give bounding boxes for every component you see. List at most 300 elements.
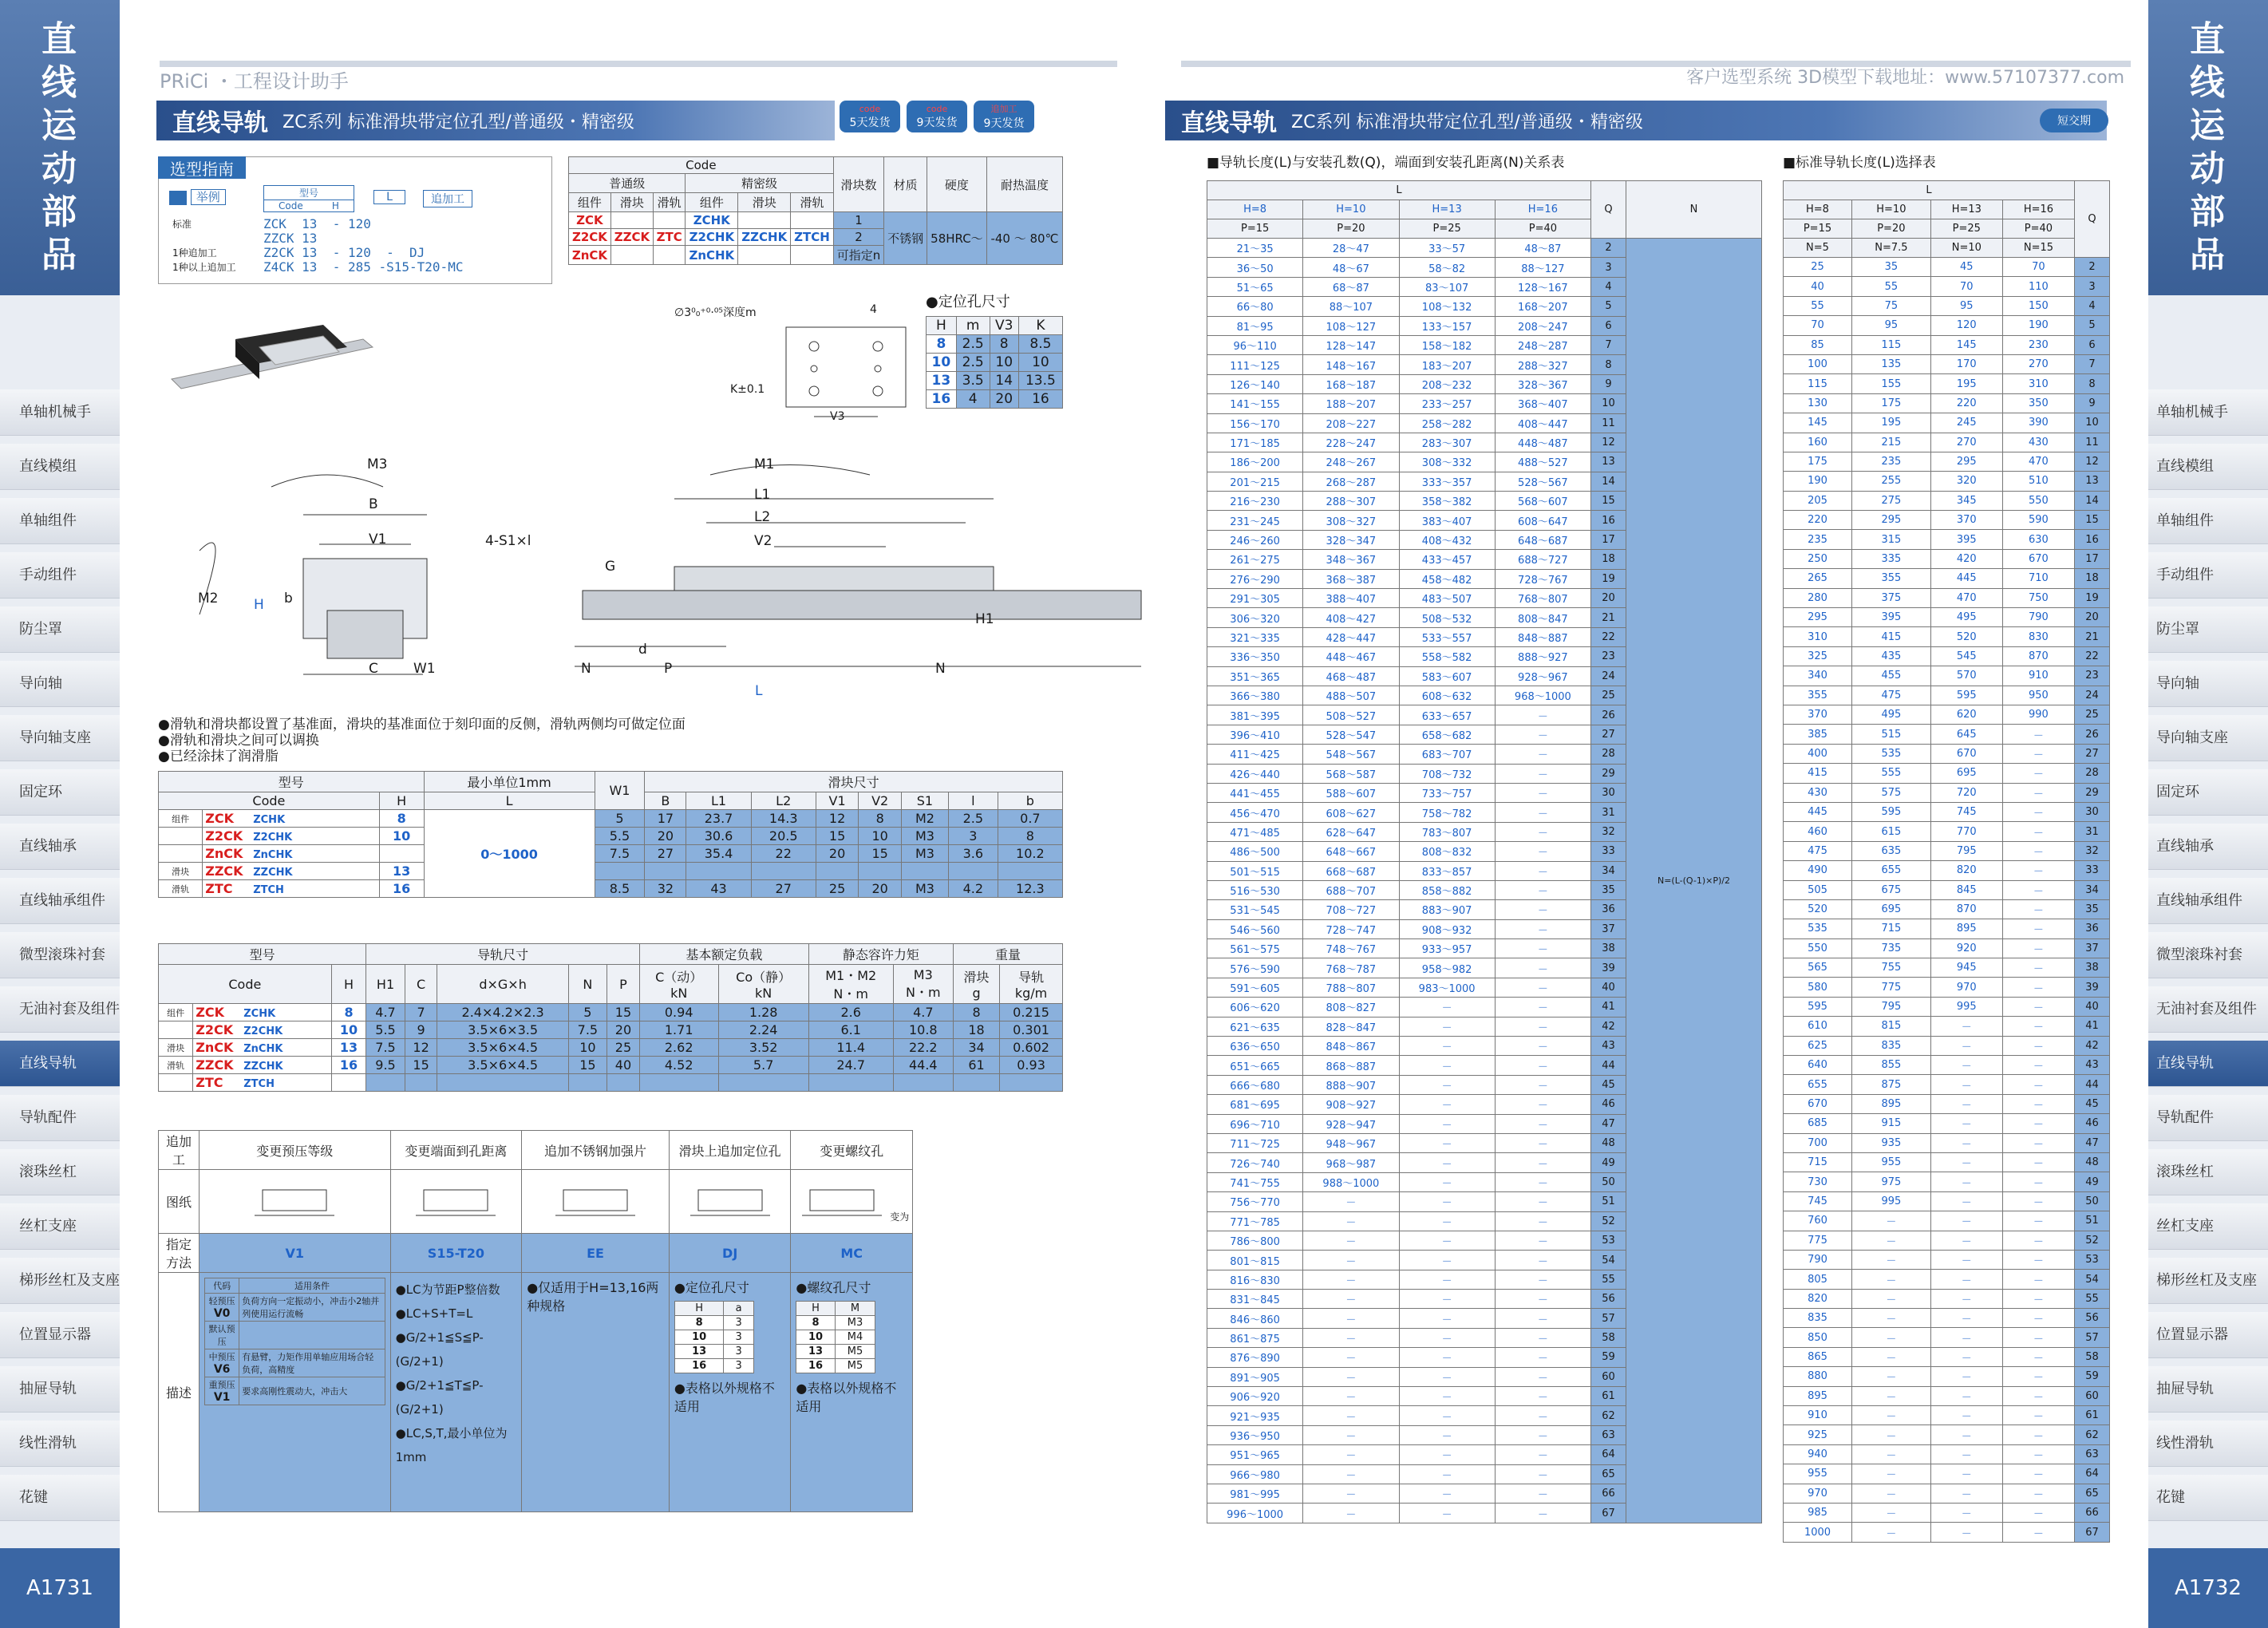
four-label: 4 [870, 303, 877, 316]
nav-item[interactable]: 滚珠丝杠 [2148, 1149, 2268, 1195]
table-cell: 995 [1851, 1191, 1930, 1211]
nav-item[interactable]: 防尘罩 [0, 607, 120, 653]
table-cell: 9 [405, 1021, 437, 1039]
table-cell: 745 [1784, 1191, 1852, 1211]
code-precise: ZCHK [253, 814, 286, 826]
table-cell: － [1303, 1464, 1399, 1484]
nav-item[interactable]: 直线导轨 [2148, 1041, 2268, 1087]
table-cell: 8 [796, 1316, 835, 1330]
table-cell: 233～257 [1399, 394, 1495, 413]
table-row [1784, 1484, 2110, 1503]
delivery-badges [840, 101, 1034, 132]
nav-item[interactable]: 导轨配件 [0, 1095, 120, 1141]
delivery-badge [974, 101, 1034, 132]
table-cell: 261～275 [1207, 550, 1303, 569]
nav-item[interactable]: 固定环 [2148, 769, 2268, 816]
col-unit: N・m [833, 986, 868, 1002]
code-normal: ZnCK [196, 1040, 234, 1055]
table-row [1784, 1464, 2110, 1484]
ee-note: ●仅适用于H=13,16两种规格 [527, 1280, 659, 1314]
nav-item[interactable]: 导向轴 [2148, 661, 2268, 707]
nav-item[interactable]: 滚珠丝杠 [0, 1149, 120, 1195]
label-w1: W1 [413, 661, 436, 677]
table-row [1784, 646, 2110, 666]
table-cell: － [1495, 1192, 1590, 1211]
table-cell: 46 [2075, 1114, 2110, 1133]
table-cell [379, 845, 424, 863]
table-row [927, 354, 1063, 372]
table-cell: 568～607 [1495, 492, 1590, 511]
left-sidebar [0, 0, 120, 1628]
nav-item[interactable]: 丝杠支座 [0, 1203, 120, 1250]
table-cell: 33 [2075, 861, 2110, 880]
table-cell: 495 [1930, 608, 2002, 627]
table-row [1784, 1231, 2110, 1250]
table-cell: 510 [2002, 472, 2074, 491]
table-row [159, 1131, 913, 1170]
table-cell: 9 [2075, 393, 2110, 413]
table-cell: 43 [686, 880, 751, 898]
table-cell: － [1930, 1191, 2002, 1211]
table-cell: 175 [1851, 393, 1930, 413]
table-cell: 968～987 [1303, 1153, 1399, 1172]
table-cell [204, 1377, 239, 1405]
dist-note: ●LC,S,T,最小单位为1mm [395, 1426, 508, 1464]
table-header: H [674, 1302, 724, 1316]
table-cell: 3.5 [956, 372, 990, 390]
table-cell: － [1495, 725, 1590, 744]
table-cell: 3 [2075, 277, 2110, 296]
table-cell: 845 [1930, 880, 2002, 899]
table-cell: 50 [1591, 1172, 1626, 1191]
table-cell: － [1851, 1347, 1930, 1366]
label-d: d [638, 642, 647, 658]
table-cell: 15 [568, 1057, 607, 1074]
nav-item[interactable]: 防尘罩 [2148, 607, 2268, 653]
table-cell: 70 [2002, 258, 2074, 277]
table-cell: 426～440 [1207, 764, 1303, 783]
table-cell: 620 [1930, 705, 2002, 724]
table-cell: － [1930, 1017, 2002, 1036]
table-header: 滑块上追加定位孔 [669, 1131, 791, 1170]
table-cell: 24 [2075, 686, 2110, 705]
table-cell: 29 [1591, 764, 1626, 783]
table-cell: 15 [1591, 492, 1626, 511]
table-row [1784, 705, 2110, 724]
table-cell: 528～547 [1303, 725, 1399, 744]
table-cell: 12 [2075, 452, 2110, 471]
table-cell: 25 [607, 1039, 640, 1057]
table-cell: 775 [1851, 978, 1930, 997]
table-cell: － [1303, 1367, 1399, 1386]
table-row [1784, 1152, 2110, 1172]
brand-left: PRiCi ・工程设计助手 [160, 70, 349, 93]
table-header: M [835, 1302, 875, 1316]
table-cell: 201～215 [1207, 472, 1303, 491]
col-name: M1・M2 [825, 968, 877, 983]
nav-item[interactable]: 直线模组 [0, 444, 120, 490]
table-cell: － [1303, 1406, 1399, 1425]
table-cell: － [1495, 783, 1590, 802]
nav-item[interactable]: 位置显示器 [0, 1312, 120, 1358]
dj-table [674, 1301, 754, 1373]
table-cell: 888～927 [1495, 647, 1590, 666]
table-cell: 195 [1851, 413, 1930, 433]
table-cell: 295 [1851, 511, 1930, 530]
table-cell: － [1851, 1464, 1930, 1484]
table-cell [204, 1349, 239, 1377]
table-cell: 11.4 [808, 1039, 893, 1057]
table-row [1784, 511, 2110, 530]
table-cell: 368～407 [1495, 394, 1590, 413]
nav-item[interactable]: 线性滑轨 [0, 1421, 120, 1467]
guide-code-sub-code: Code [279, 200, 303, 211]
table-header: 基本额定负载 [639, 944, 808, 965]
table-cell: 4 [1591, 277, 1626, 296]
code-normal: ZZCK [196, 1057, 234, 1073]
table-cell: － [1495, 1484, 1590, 1504]
table-header: P=40 [2002, 219, 2074, 239]
pos-hole-table [926, 316, 1063, 409]
table-cell: － [1399, 1464, 1495, 1484]
table-header: H=16 [1495, 200, 1590, 219]
nav-item[interactable]: 单轴机械手 [2148, 389, 2268, 436]
table-cell: 22 [1591, 627, 1626, 646]
mc-change-label: 变为 [890, 1211, 910, 1223]
nav-item[interactable]: 花键 [2148, 1475, 2268, 1521]
table-cell: 75 [1851, 296, 1930, 315]
table-cell: 39 [1591, 958, 1626, 978]
nav-item[interactable]: 丝杠支座 [2148, 1203, 2268, 1250]
table-cell: 64 [1591, 1445, 1626, 1464]
table-cell: 61 [1591, 1387, 1626, 1406]
table-cell: － [2002, 1309, 2074, 1328]
table-cell: 42 [1591, 1017, 1626, 1036]
table-row [1784, 1289, 2110, 1308]
label-l1: L1 [754, 487, 771, 503]
preload-table [204, 1278, 385, 1405]
table-row [159, 828, 1063, 845]
table-cell: 548～567 [1303, 745, 1399, 764]
table-cell: 35 [1591, 880, 1626, 899]
nav-item[interactable]: 手动组件 [2148, 552, 2268, 599]
table-cell [203, 828, 380, 845]
nav-item[interactable]: 直线轴承 [0, 824, 120, 870]
table-cell: 133～157 [1399, 316, 1495, 335]
table-cell: 5 [568, 1004, 607, 1021]
table-header: 适用条件 [239, 1278, 385, 1294]
table-cell: 508～527 [1303, 705, 1399, 725]
table-cell: 808～832 [1399, 842, 1495, 861]
table-cell: V1 [199, 1234, 390, 1273]
table-row [204, 1278, 385, 1294]
table-cell: － [1399, 1328, 1495, 1347]
table-cell: 915 [1851, 1114, 1930, 1133]
table-cell: 108～127 [1303, 316, 1399, 335]
table-cell [203, 810, 380, 828]
table-cell: 715 [1851, 919, 1930, 938]
table-cell: 10 [331, 1021, 366, 1039]
table-cell [159, 845, 203, 863]
code-precise: ZTCH [253, 884, 284, 896]
table-cell: 155 [1851, 374, 1930, 393]
table-cell: 9.5 [366, 1057, 405, 1074]
table-cell: 30.6 [686, 828, 751, 845]
table-cell: 16 [379, 880, 424, 898]
table-cell: － [2002, 1231, 2074, 1250]
col-unit: N・m [906, 985, 941, 1000]
table-cell: 2.5 [956, 335, 990, 354]
table-cell: 10.8 [893, 1021, 953, 1039]
table-cell: － [2002, 938, 2074, 958]
table-cell: 370 [1784, 705, 1852, 724]
table-cell: － [1851, 1425, 1930, 1444]
table-cell: 255 [1851, 472, 1930, 491]
table-cell: － [1930, 1464, 2002, 1484]
table-cell: 53 [1591, 1231, 1626, 1250]
table-cell: 610 [1784, 1017, 1852, 1036]
table-cell: 58 [1591, 1328, 1626, 1347]
table-header [568, 965, 607, 1004]
table-cell: 6 [2075, 335, 2110, 354]
table-cell: 235 [1851, 452, 1930, 471]
table-cell: 411～425 [1207, 745, 1303, 764]
table-cell: 16 [674, 1359, 724, 1373]
table-cell: 470 [2002, 452, 2074, 471]
table-cell [204, 1322, 239, 1349]
table-cell: － [1399, 998, 1495, 1017]
table-cell [653, 212, 685, 229]
table-cell: 883～907 [1399, 900, 1495, 919]
addon-drawing-cell [390, 1170, 522, 1234]
table-cell: 13 [1591, 452, 1626, 472]
table-cell: 20 [990, 390, 1018, 409]
table-cell: 675 [1851, 880, 1930, 899]
nav-item[interactable]: 直线导轨 [0, 1041, 120, 1087]
table-cell: 2.6 [808, 1004, 893, 1021]
table-cell: 19 [1591, 569, 1626, 588]
table-cell: 688～727 [1495, 550, 1590, 569]
nav-item[interactable]: 直线轴承组件 [2148, 878, 2268, 924]
nav-item[interactable]: 单轴组件 [0, 498, 120, 544]
table-cell: 830 [2002, 627, 2074, 646]
right-sidebar-title [2148, 0, 2268, 295]
table-cell: 3.52 [718, 1039, 808, 1057]
col-name: P [619, 976, 627, 992]
table-row [1784, 1504, 2110, 1523]
table-cell: 10 [2075, 413, 2110, 433]
table-cell: 65 [2075, 1484, 2110, 1503]
table-cell: 组件 [159, 810, 203, 828]
table-cell: 988～1000 [1303, 1172, 1399, 1191]
table-cell: 37 [1591, 919, 1626, 938]
table-cell: 310 [2002, 374, 2074, 393]
table-cell: 60 [1591, 1367, 1626, 1386]
table-row [1784, 1367, 2110, 1386]
table-cell: 25 [1784, 258, 1852, 277]
table-cell: 22 [751, 845, 816, 863]
table-row [159, 944, 1063, 965]
table-cell: － [1495, 1037, 1590, 1056]
table-cell [610, 212, 653, 229]
table-cell: 滑块 [159, 863, 203, 880]
col-name: N [583, 976, 593, 992]
table-cell: 295 [1784, 608, 1852, 627]
table-cell: － [1495, 978, 1590, 997]
col-name: 滑块 [963, 970, 990, 985]
table-cell: 595 [1930, 686, 2002, 705]
table-cell: 385 [1784, 725, 1852, 744]
table-cell: 408～432 [1399, 530, 1495, 549]
table-cell: 670 [1930, 744, 2002, 763]
table-cell: 515 [1851, 725, 1930, 744]
table-row [1784, 725, 2110, 744]
table-cell: 8 [379, 810, 424, 828]
nav-item[interactable]: 微型滚珠衬套 [2148, 932, 2268, 978]
table-row [1784, 588, 2110, 607]
table-cell: 16 [796, 1359, 835, 1373]
table-cell: 60 [2075, 1386, 2110, 1405]
table-cell: 57 [2075, 1328, 2110, 1347]
nav-item[interactable]: 抽屉导轨 [0, 1366, 120, 1413]
table-cell: 575 [1851, 783, 1930, 802]
table-row [674, 1316, 753, 1330]
nav-item[interactable]: 导向轴 [0, 661, 120, 707]
table-cell: 400 [1784, 744, 1852, 763]
table-cell: 628～647 [1303, 822, 1399, 841]
table-cell: － [1930, 1367, 2002, 1386]
table-cell: － [1930, 1152, 2002, 1172]
pos-hole-title: ●定位孔尺寸 [926, 294, 1010, 310]
table-cell: － [1303, 1309, 1399, 1328]
preload-cat: 轻预压 [208, 1296, 235, 1306]
table-cell: － [1399, 1251, 1495, 1270]
table-cell: － [2002, 1211, 2074, 1231]
table-cell: 711～725 [1207, 1133, 1303, 1152]
table-cell: 63 [1591, 1425, 1626, 1444]
table-cell: － [1851, 1523, 1930, 1542]
table-cell: 150 [2002, 296, 2074, 315]
table-header: S1 [901, 792, 948, 810]
code-normal: ZnCK [205, 846, 243, 861]
table-cell: 375 [1851, 588, 1930, 607]
table-cell [203, 863, 380, 880]
table-cell: 48 [2075, 1152, 2110, 1172]
table-cell: 5 [595, 810, 645, 828]
table-cell: － [1930, 1523, 2002, 1542]
table-header: 精密级 [686, 174, 833, 193]
table-cell [791, 212, 833, 229]
nav-item[interactable]: 导向轴支座 [2148, 715, 2268, 761]
table-cell: 235 [1784, 530, 1852, 549]
nav-item[interactable]: 固定环 [0, 769, 120, 816]
nav-item[interactable]: 单轴机械手 [0, 389, 120, 436]
table-cell: 55 [1784, 296, 1852, 315]
table-cell: － [1495, 1504, 1590, 1523]
nav-item[interactable]: 梯形丝杠及支座 [0, 1258, 120, 1304]
nav-item[interactable]: 直线轴承组件 [0, 878, 120, 924]
table-cell: 3 [724, 1359, 753, 1373]
table-cell: 53 [2075, 1250, 2110, 1269]
table-cell: 258～282 [1399, 413, 1495, 433]
table-cell: 52 [1591, 1211, 1626, 1231]
table-cell: 13.5 [1018, 372, 1062, 390]
code-precise: ZnCHK [253, 849, 293, 861]
table-header: P=15 [1207, 219, 1303, 239]
nav-item[interactable]: 直线轴承 [2148, 824, 2268, 870]
table-cell: － [1399, 1406, 1495, 1425]
lq-title: ■导轨长度(L)与安装孔数(Q)，端面到安装孔距离(N)关系表 [1207, 155, 1565, 171]
col-unit: kN [755, 986, 772, 1001]
nav-item[interactable]: 微型滚珠衬套 [0, 932, 120, 978]
table-cell: 928～947 [1303, 1114, 1399, 1133]
dist-notes-cell [390, 1273, 522, 1512]
table-header: N=5 [1784, 239, 1852, 258]
table-row [1784, 1347, 2110, 1366]
table-cell: 658～682 [1399, 725, 1495, 744]
table-cell: － [1303, 1270, 1399, 1289]
table-cell: 880 [1784, 1367, 1852, 1386]
table-cell: 908～932 [1399, 919, 1495, 938]
nav-item[interactable]: 单轴组件 [2148, 498, 2268, 544]
label-b-small: b [284, 591, 293, 607]
table-header: 静态容许力矩 [808, 944, 953, 965]
table-cell: 10 [379, 828, 424, 845]
nav-item[interactable]: 抽屉导轨 [2148, 1366, 2268, 1413]
table-cell: 96～110 [1207, 335, 1303, 354]
nav-item[interactable]: 花键 [0, 1475, 120, 1521]
table-row [159, 1170, 913, 1234]
table-row [1784, 686, 2110, 705]
table-cell [718, 1074, 808, 1092]
table-cell: 468～487 [1303, 666, 1399, 686]
col-name: C（动） [655, 970, 703, 985]
nav-item[interactable]: 直线模组 [2148, 444, 2268, 490]
table-cell: MC [791, 1234, 913, 1273]
nav-item[interactable]: 梯形丝杠及支座 [2148, 1258, 2268, 1304]
nav-item[interactable]: 导轨配件 [2148, 1095, 2268, 1141]
nav-item[interactable]: 导向轴支座 [0, 715, 120, 761]
table-cell [193, 1021, 331, 1039]
nav-item[interactable]: 位置显示器 [2148, 1312, 2268, 1358]
table-cell: 图纸 [159, 1170, 200, 1234]
nav-item[interactable]: 无油衬套及组件 [0, 986, 120, 1033]
table-cell: 2.5 [948, 810, 998, 828]
right-title-sub: ZC系列 标准滑块带定位孔型/普通级・精密级 [1291, 112, 1643, 132]
table-cell: 0.7 [998, 810, 1062, 828]
table-cell: 10 [927, 354, 957, 372]
table-cell: 12.3 [998, 880, 1062, 898]
table-cell: － [1399, 1425, 1495, 1444]
table-cell: － [2002, 1133, 2074, 1152]
table-cell: 955 [1851, 1152, 1930, 1172]
table-cell: 128～147 [1303, 335, 1399, 354]
nav-item[interactable]: 线性滑轨 [2148, 1421, 2268, 1467]
table-cell: 270 [2002, 354, 2074, 373]
table-cell: 188～207 [1303, 394, 1399, 413]
table-cell: 808～847 [1495, 608, 1590, 627]
table-cell: 336～350 [1207, 647, 1303, 666]
table-row [569, 212, 1063, 229]
col-name: H1 [376, 976, 395, 992]
table-cell [366, 1074, 405, 1092]
table-cell: 145 [1784, 413, 1852, 433]
nav-item[interactable]: 无油衬套及组件 [2148, 986, 2268, 1033]
table-cell: -40 ～ 80℃ [986, 212, 1062, 265]
table-header: H [796, 1302, 835, 1316]
nav-item[interactable]: 手动组件 [0, 552, 120, 599]
table-cell: 85 [1784, 335, 1852, 354]
